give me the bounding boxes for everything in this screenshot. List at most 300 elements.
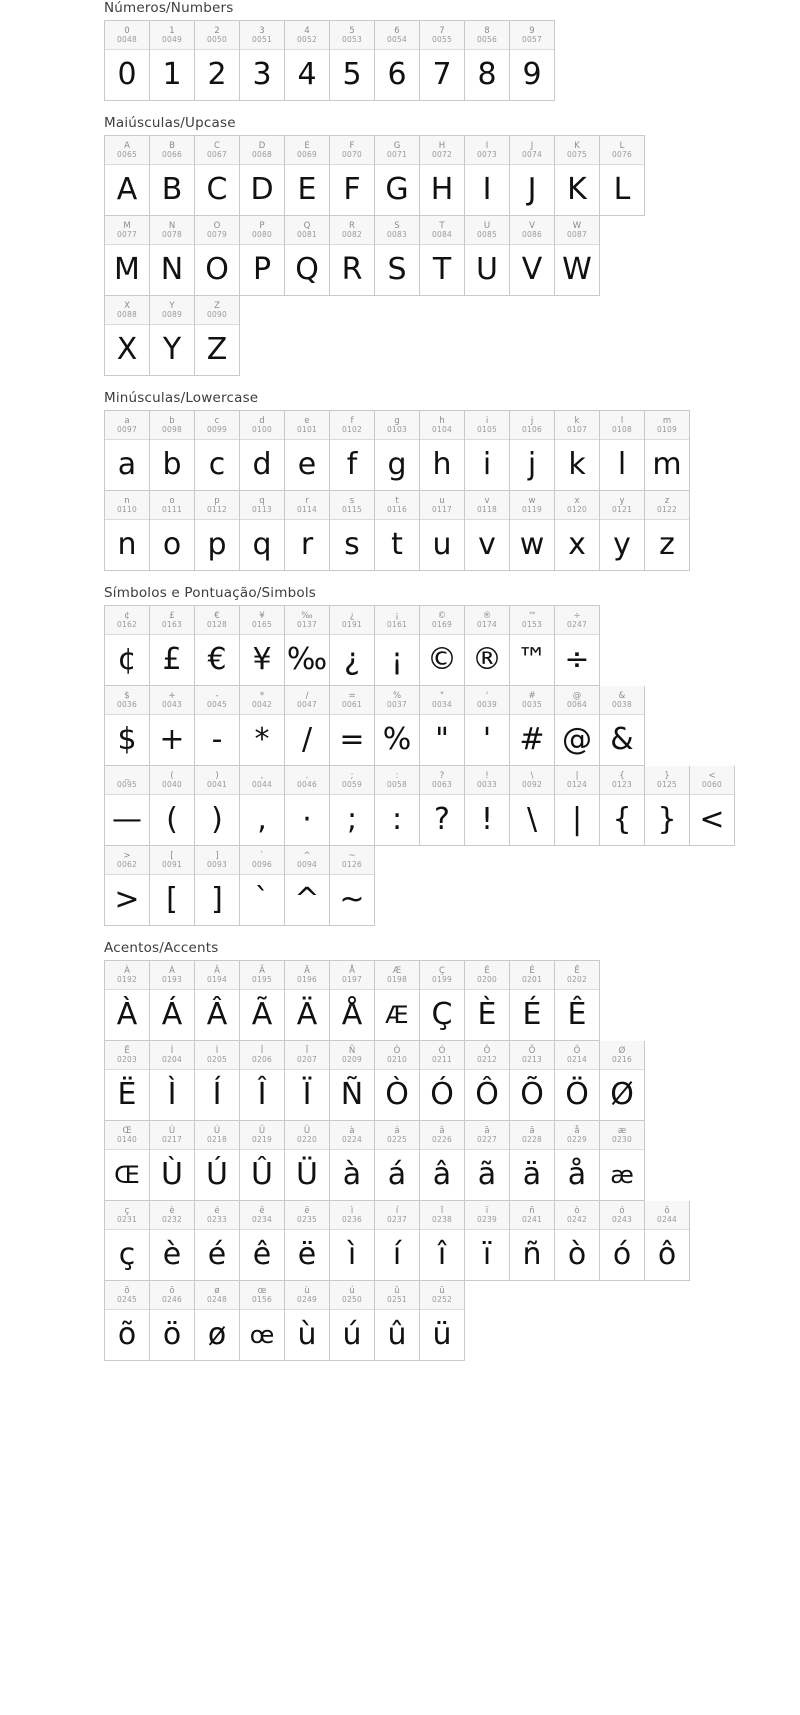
glyph-cell[interactable] — [330, 21, 375, 101]
glyph-cell[interactable] — [465, 686, 510, 766]
glyph-cell[interactable] — [285, 411, 330, 491]
glyph-cell[interactable] — [465, 411, 510, 491]
glyph-char-label: 1 — [169, 25, 175, 36]
glyph-cell[interactable] — [600, 1041, 645, 1121]
glyph-preview: £ — [162, 642, 182, 677]
glyph-char-label: ô — [664, 1205, 670, 1216]
glyph-cell[interactable] — [510, 216, 555, 296]
glyph-cell[interactable] — [375, 1281, 420, 1361]
glyph-cell[interactable] — [105, 491, 150, 571]
glyph-cell[interactable] — [330, 411, 375, 491]
glyph-code-label: 0040 — [162, 779, 182, 789]
glyph-cell[interactable] — [375, 411, 420, 491]
glyph-code-label: 0213 — [522, 1054, 542, 1064]
glyph-cell[interactable] — [285, 606, 330, 686]
glyph-cell[interactable] — [645, 1201, 690, 1281]
glyph-cell[interactable] — [330, 1281, 375, 1361]
glyph-preview: g — [387, 447, 407, 482]
glyph-cell[interactable] — [150, 411, 195, 491]
glyph-preview: ÷ — [564, 642, 590, 677]
glyph-preview: > — [114, 882, 140, 917]
glyph-cell[interactable] — [195, 961, 240, 1041]
glyph-cell[interactable] — [420, 1281, 465, 1361]
glyph-cell[interactable] — [195, 411, 240, 491]
glyph-preview: Q — [295, 252, 319, 287]
glyph-meta — [330, 216, 374, 245]
glyph-meta — [465, 606, 509, 635]
glyph-code-label: 0048 — [117, 34, 137, 44]
glyph-cell[interactable] — [330, 491, 375, 571]
glyph-char-label: I — [485, 140, 489, 151]
glyph-cell[interactable] — [150, 491, 195, 571]
glyph-preview: ¡ — [390, 642, 404, 677]
glyph-meta — [285, 1121, 329, 1150]
glyph-cell[interactable] — [285, 961, 330, 1041]
glyph-preview: = — [339, 722, 365, 757]
glyph-cell[interactable] — [555, 1121, 600, 1201]
glyph-cell[interactable] — [420, 136, 465, 216]
glyph-char-label: © — [437, 610, 447, 621]
glyph-cell[interactable] — [150, 686, 195, 766]
glyph-row — [104, 1281, 465, 1361]
glyph-cell[interactable] — [285, 1201, 330, 1281]
glyph-code-label: 0073 — [477, 149, 497, 159]
glyph-meta — [600, 686, 644, 715]
glyph-char-label: Y — [169, 300, 175, 311]
glyph-code-label: 0248 — [207, 1294, 227, 1304]
glyph-cell[interactable] — [555, 216, 600, 296]
glyph-cell[interactable] — [420, 491, 465, 571]
glyph-meta — [645, 766, 689, 795]
glyph-cell[interactable] — [285, 846, 330, 926]
glyph-char-label: p — [214, 495, 220, 506]
glyph-preview: ä — [522, 1157, 542, 1192]
glyph-cell[interactable] — [285, 1281, 330, 1361]
glyph-cell[interactable] — [105, 606, 150, 686]
glyph-code-label: 0114 — [297, 504, 317, 514]
glyph-cell[interactable] — [600, 766, 645, 846]
glyph-meta — [555, 491, 599, 520]
glyph-code-label: 0041 — [207, 779, 227, 789]
glyph-char-label: D — [258, 140, 266, 151]
glyph-char-label: Ò — [393, 1045, 401, 1056]
glyph-cell[interactable] — [105, 216, 150, 296]
glyph-cell[interactable] — [105, 846, 150, 926]
glyph-cell[interactable] — [195, 1041, 240, 1121]
glyph-code-label: 0056 — [477, 34, 497, 44]
glyph-meta — [375, 21, 419, 50]
glyph-cell[interactable] — [330, 846, 375, 926]
glyph-cell[interactable] — [150, 136, 195, 216]
glyph-cell[interactable] — [375, 21, 420, 101]
glyph-cell[interactable] — [195, 296, 240, 376]
glyph-meta — [510, 766, 554, 795]
glyph-char-label: Í — [215, 1045, 219, 1056]
glyph-cell[interactable] — [420, 411, 465, 491]
glyph-cell[interactable] — [375, 686, 420, 766]
glyph-cell[interactable] — [330, 136, 375, 216]
glyph-cell[interactable] — [240, 136, 285, 216]
glyph-char-label: * — [259, 690, 265, 701]
glyph-char-label: â — [439, 1125, 445, 1136]
glyph-preview: e — [297, 447, 317, 482]
glyph-cell[interactable] — [465, 491, 510, 571]
glyph-cell[interactable] — [645, 766, 690, 846]
glyph-cell[interactable] — [240, 961, 285, 1041]
glyph-preview: % — [382, 722, 412, 757]
glyph-cell[interactable] — [195, 1281, 240, 1361]
glyph-cell[interactable] — [375, 1041, 420, 1121]
glyph-cell[interactable] — [105, 296, 150, 376]
glyph-preview: Ú — [206, 1157, 228, 1192]
glyph-code-label: 0079 — [207, 229, 227, 239]
glyph-preview: # — [519, 722, 545, 757]
glyph-cell[interactable] — [195, 21, 240, 101]
glyph-code-label: 0117 — [432, 504, 452, 514]
glyph-preview: L — [613, 172, 631, 207]
glyph-cell[interactable] — [375, 1201, 420, 1281]
glyph-meta — [510, 961, 554, 990]
glyph-meta — [150, 491, 194, 520]
glyph-cell[interactable] — [690, 766, 735, 846]
glyph-cell[interactable] — [240, 766, 285, 846]
glyph-cell[interactable] — [555, 766, 600, 846]
glyph-cell[interactable] — [375, 766, 420, 846]
glyph-cell[interactable] — [510, 686, 555, 766]
glyph-meta — [420, 606, 464, 635]
glyph-code-label: 0096 — [252, 859, 272, 869]
glyph-char-label: T — [439, 220, 445, 231]
glyph-preview: ê — [252, 1237, 272, 1272]
glyph-code-label: 0049 — [162, 34, 182, 44]
glyph-char-label: y — [619, 495, 625, 506]
glyph-char-label: à — [349, 1125, 355, 1136]
glyph-preview: 1 — [162, 57, 182, 92]
glyph-char-label: ú — [349, 1285, 355, 1296]
glyph-cell[interactable] — [555, 606, 600, 686]
glyph-meta — [555, 606, 599, 635]
glyph-cell[interactable] — [375, 136, 420, 216]
glyph-cell[interactable] — [510, 1201, 555, 1281]
glyph-code-label: 0209 — [342, 1054, 362, 1064]
glyph-cell[interactable] — [195, 686, 240, 766]
glyph-cell[interactable] — [555, 136, 600, 216]
glyph-char-label: 7 — [439, 25, 445, 36]
glyph-char-label: j — [530, 415, 534, 426]
glyph-char-label: W — [572, 220, 582, 231]
glyph-cell[interactable] — [150, 766, 195, 846]
glyph-cell[interactable] — [240, 606, 285, 686]
glyph-cell[interactable] — [195, 491, 240, 571]
glyph-char-label: ï — [485, 1205, 489, 1216]
glyph-cell[interactable] — [555, 686, 600, 766]
glyph-meta — [240, 411, 284, 440]
glyph-cell[interactable] — [375, 961, 420, 1041]
glyph-preview: Z — [206, 332, 228, 367]
glyph-code-label: 0234 — [252, 1214, 272, 1224]
glyph-cell[interactable] — [330, 606, 375, 686]
glyph-char-label: 6 — [394, 25, 400, 36]
glyph-preview: 5 — [342, 57, 362, 92]
glyph-cell[interactable] — [150, 296, 195, 376]
glyph-cell[interactable] — [105, 686, 150, 766]
glyph-cell[interactable] — [240, 1281, 285, 1361]
glyph-cell[interactable] — [105, 1041, 150, 1121]
glyph-code-label: 0093 — [207, 859, 227, 869]
glyph-preview: ‰ — [286, 642, 328, 677]
glyph-cell[interactable] — [105, 961, 150, 1041]
glyph-cell[interactable] — [240, 411, 285, 491]
glyph-cell[interactable] — [555, 411, 600, 491]
glyph-preview: Ì — [167, 1077, 177, 1112]
glyph-cell[interactable] — [420, 21, 465, 101]
glyph-char-label: À — [124, 965, 130, 976]
glyph-cell[interactable] — [465, 1201, 510, 1281]
glyph-meta — [105, 1281, 149, 1310]
glyph-cell[interactable] — [240, 216, 285, 296]
glyph-char-label: ¿ — [349, 610, 355, 621]
glyph-cell[interactable] — [555, 1201, 600, 1281]
glyph-row — [104, 1121, 645, 1201]
glyph-cell[interactable] — [510, 411, 555, 491]
glyph-cell[interactable] — [420, 766, 465, 846]
glyph-cell[interactable] — [465, 1041, 510, 1121]
glyph-cell[interactable] — [150, 1121, 195, 1201]
glyph-code-label: 0126 — [342, 859, 362, 869]
glyph-cell[interactable] — [105, 136, 150, 216]
glyph-cell[interactable] — [645, 411, 690, 491]
glyph-cell[interactable] — [195, 846, 240, 926]
glyph-cell[interactable] — [510, 136, 555, 216]
glyph-meta — [240, 1041, 284, 1070]
glyph-cell[interactable] — [240, 1041, 285, 1121]
glyph-cell[interactable] — [150, 1041, 195, 1121]
glyph-cell[interactable] — [105, 1121, 150, 1201]
glyph-preview: * — [254, 722, 270, 757]
glyph-preview: à — [342, 1157, 362, 1192]
glyph-cell[interactable] — [285, 136, 330, 216]
glyph-char-label: ¢ — [124, 610, 130, 621]
glyph-cell[interactable] — [420, 216, 465, 296]
glyph-cell[interactable] — [105, 1281, 150, 1361]
glyph-cell[interactable] — [645, 491, 690, 571]
glyph-cell[interactable] — [600, 411, 645, 491]
glyph-meta — [465, 216, 509, 245]
glyph-cell[interactable] — [285, 21, 330, 101]
glyph-cell[interactable] — [150, 21, 195, 101]
glyph-cell[interactable] — [555, 961, 600, 1041]
glyph-cell[interactable] — [285, 766, 330, 846]
glyph-cell[interactable] — [375, 1121, 420, 1201]
glyph-char-label: ; — [350, 770, 354, 781]
glyph-cell[interactable] — [330, 1041, 375, 1121]
glyph-char-label: ! — [485, 770, 489, 781]
glyph-code-label: 0237 — [387, 1214, 407, 1224]
glyph-cell[interactable] — [150, 216, 195, 296]
glyph-cell[interactable] — [285, 491, 330, 571]
glyph-preview: h — [432, 447, 452, 482]
glyph-code-label: 0165 — [252, 619, 272, 629]
glyph-cell[interactable] — [375, 491, 420, 571]
glyph-meta — [420, 216, 464, 245]
glyph-code-label: 0169 — [432, 619, 452, 629]
glyph-cell[interactable] — [150, 606, 195, 686]
glyph-cell[interactable] — [555, 1041, 600, 1121]
glyph-cell[interactable] — [195, 606, 240, 686]
glyph-preview: 3 — [252, 57, 272, 92]
glyph-cell[interactable] — [285, 216, 330, 296]
glyph-cell[interactable] — [465, 21, 510, 101]
glyph-char-label: C — [214, 140, 220, 151]
glyph-cell[interactable] — [240, 21, 285, 101]
glyph-cell[interactable] — [510, 21, 555, 101]
glyph-cell[interactable] — [330, 216, 375, 296]
glyph-cell[interactable] — [375, 216, 420, 296]
glyph-cell[interactable] — [465, 1121, 510, 1201]
glyph-code-label: 0098 — [162, 424, 182, 434]
glyph-preview: ` — [254, 882, 270, 917]
glyph-cell[interactable] — [150, 1201, 195, 1281]
glyph-cell[interactable] — [105, 21, 150, 101]
glyph-cell[interactable] — [600, 136, 645, 216]
glyph-meta — [555, 1201, 599, 1230]
glyph-code-label: 0118 — [477, 504, 497, 514]
glyph-cell[interactable] — [510, 606, 555, 686]
glyph-meta — [105, 1201, 149, 1230]
glyph-preview: " — [435, 722, 449, 757]
glyph-cell[interactable] — [555, 491, 600, 571]
glyph-cell[interactable] — [105, 1201, 150, 1281]
glyph-preview: Ï — [302, 1077, 312, 1112]
glyph-cell[interactable] — [465, 136, 510, 216]
glyph-cell[interactable] — [330, 1201, 375, 1281]
glyph-code-label: 0099 — [207, 424, 227, 434]
glyph-cell[interactable] — [375, 606, 420, 686]
glyph-cell[interactable] — [150, 961, 195, 1041]
glyph-cell[interactable] — [420, 1201, 465, 1281]
glyph-meta — [645, 491, 689, 520]
glyph-char-label: 3 — [259, 25, 265, 36]
glyph-cell[interactable] — [465, 961, 510, 1041]
glyph-cell[interactable] — [465, 606, 510, 686]
glyph-cell[interactable] — [285, 1121, 330, 1201]
glyph-preview: 8 — [477, 57, 497, 92]
glyph-code-label: 0070 — [342, 149, 362, 159]
glyph-code-label: 0120 — [567, 504, 587, 514]
glyph-code-label: 0239 — [477, 1214, 497, 1224]
glyph-cell[interactable] — [420, 961, 465, 1041]
glyph-cell[interactable] — [510, 1121, 555, 1201]
glyph-char-label: 8 — [484, 25, 490, 36]
glyph-code-label: 0205 — [207, 1054, 227, 1064]
glyph-cell[interactable] — [330, 766, 375, 846]
glyph-cell[interactable] — [600, 1201, 645, 1281]
glyph-cell[interactable] — [600, 686, 645, 766]
glyph-cell[interactable] — [465, 216, 510, 296]
glyph-cell[interactable] — [150, 1281, 195, 1361]
glyph-cell[interactable] — [195, 1201, 240, 1281]
glyph-code-label: 0128 — [207, 619, 227, 629]
glyph-preview: è — [162, 1237, 182, 1272]
glyph-cell[interactable] — [420, 1041, 465, 1121]
glyph-meta — [330, 1041, 374, 1070]
glyph-cell[interactable] — [105, 411, 150, 491]
glyph-cell[interactable] — [510, 1041, 555, 1121]
glyph-cell[interactable] — [330, 686, 375, 766]
glyph-preview: b — [162, 447, 182, 482]
glyph-char-label: ( — [170, 770, 174, 781]
glyph-code-label: 0100 — [252, 424, 272, 434]
glyph-meta — [150, 411, 194, 440]
glyph-section — [0, 390, 800, 571]
glyph-code-label: 0214 — [567, 1054, 587, 1064]
glyph-code-label: 0125 — [657, 779, 677, 789]
glyph-meta — [150, 961, 194, 990]
glyph-preview: 0 — [117, 57, 137, 92]
glyph-cell[interactable] — [420, 686, 465, 766]
glyph-cell[interactable] — [240, 1121, 285, 1201]
glyph-cell[interactable] — [285, 1041, 330, 1121]
glyph-cell[interactable] — [510, 491, 555, 571]
glyph-meta — [285, 686, 329, 715]
glyph-cell[interactable] — [600, 491, 645, 571]
glyph-cell[interactable] — [240, 846, 285, 926]
glyph-cell[interactable] — [465, 766, 510, 846]
glyph-code-label: 0204 — [162, 1054, 182, 1064]
glyph-cell[interactable] — [420, 606, 465, 686]
glyph-cell[interactable] — [195, 766, 240, 846]
glyph-cell[interactable] — [195, 1121, 240, 1201]
glyph-char-label: ü — [439, 1285, 445, 1296]
glyph-cell[interactable] — [420, 1121, 465, 1201]
glyph-char-label: Ô — [483, 1045, 491, 1056]
glyph-preview: ¿ — [344, 642, 360, 677]
glyph-code-label: 0037 — [387, 699, 407, 709]
glyph-preview: ( — [166, 802, 178, 837]
glyph-char-label: v — [484, 495, 490, 506]
glyph-cell[interactable] — [240, 1201, 285, 1281]
glyph-code-label: 0067 — [207, 149, 227, 159]
glyph-cell[interactable] — [195, 216, 240, 296]
glyph-section — [0, 0, 800, 101]
glyph-cell[interactable] — [330, 1121, 375, 1201]
glyph-cell[interactable] — [510, 766, 555, 846]
glyph-code-label: 0045 — [207, 699, 227, 709]
glyph-char-label: ¡ — [395, 610, 399, 621]
glyph-cell[interactable] — [240, 491, 285, 571]
glyph-meta — [330, 21, 374, 50]
glyph-cell[interactable] — [195, 136, 240, 216]
glyph-cell[interactable] — [150, 846, 195, 926]
glyph-section — [0, 115, 800, 376]
glyph-code-label: 0034 — [432, 699, 452, 709]
glyph-cell[interactable] — [600, 1121, 645, 1201]
glyph-cell[interactable] — [510, 961, 555, 1041]
glyph-preview: T — [432, 252, 452, 287]
glyph-meta — [375, 606, 419, 635]
glyph-preview: } — [657, 802, 677, 837]
glyph-preview: u — [432, 527, 452, 562]
glyph-cell[interactable] — [240, 686, 285, 766]
glyph-cell[interactable] — [330, 961, 375, 1041]
glyph-meta — [600, 491, 644, 520]
glyph-meta — [330, 686, 374, 715]
glyph-meta — [195, 1041, 239, 1070]
glyph-cell[interactable] — [105, 766, 150, 846]
glyph-cell[interactable] — [285, 686, 330, 766]
glyph-char-label: q — [259, 495, 265, 506]
glyph-char-label: / — [305, 690, 309, 701]
